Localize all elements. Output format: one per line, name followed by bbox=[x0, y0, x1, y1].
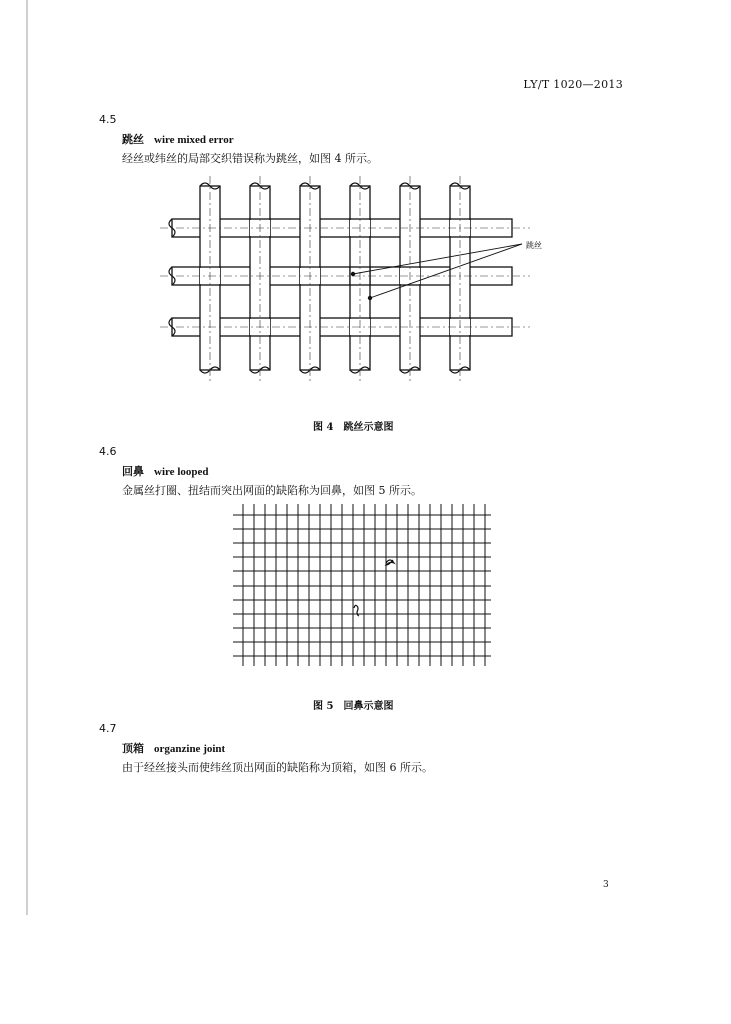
figure-4-callout-label: 跳丝 bbox=[526, 241, 542, 250]
term-en: organzine joint bbox=[154, 743, 226, 755]
standard-code-header: LY/T 1020—2013 bbox=[523, 78, 623, 91]
page-binding-edge bbox=[26, 0, 28, 915]
term-4-6 bbox=[122, 463, 209, 479]
figure-5-caption: 图 5 回鼻示意图 bbox=[313, 701, 394, 712]
section-number-4-7: 4.7 bbox=[99, 722, 117, 735]
term-zh: 回鼻 bbox=[122, 465, 144, 478]
term-en: wire looped bbox=[154, 466, 209, 478]
term-4-5 bbox=[122, 131, 234, 147]
figure-4-caption: 图 4 跳丝示意图 bbox=[313, 422, 394, 433]
section-number-4-6: 4.6 bbox=[99, 445, 117, 458]
description-4-6: 金属丝打圈、扭结而突出网面的缺陷称为回鼻，如图 5 所示。 bbox=[122, 484, 422, 497]
wire-loop-mark bbox=[354, 560, 394, 616]
description-4-5: 经丝或纬丝的局部交织错误称为跳丝，如图 4 所示。 bbox=[122, 152, 378, 165]
section-number-4-5: 4.5 bbox=[99, 113, 117, 126]
figure-4-woven-mesh-diagram bbox=[160, 172, 560, 392]
page-number: 3 bbox=[603, 880, 609, 890]
description-4-7: 由于经丝接头而使纬丝顶出网面的缺陷称为顶箱，如图 6 所示。 bbox=[122, 761, 433, 774]
term-en: wire mixed error bbox=[154, 134, 234, 146]
mesh-grid bbox=[233, 504, 491, 666]
term-4-7 bbox=[122, 740, 225, 756]
term-zh: 跳丝 bbox=[122, 133, 144, 146]
figure-5-mesh-grid-diagram bbox=[225, 500, 497, 670]
term-zh: 顶箱 bbox=[122, 742, 144, 755]
